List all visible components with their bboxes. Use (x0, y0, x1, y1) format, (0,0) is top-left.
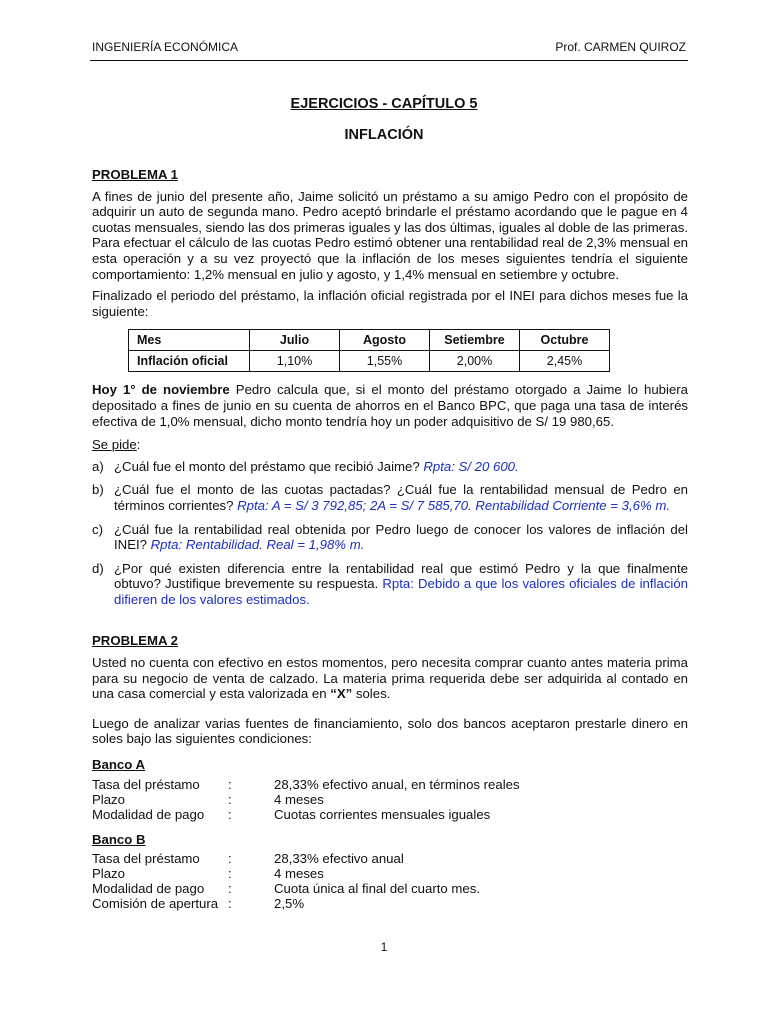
paragraph-text: soles. (352, 686, 391, 702)
question-c (92, 522, 688, 553)
condition-row (92, 807, 688, 822)
condition-row (92, 881, 688, 896)
header-rule (90, 60, 688, 61)
answer-text: Rpta: Rentabilidad. Real = 1,98% m. (150, 537, 365, 553)
problem-1-heading: PROBLEMA 1 (92, 167, 178, 182)
question-d (92, 561, 688, 608)
question-body: ¿Cuál fue el monto de las cuotas pactadas? ¿Cuál fue la rentabilidad mensual de Pedro en términos corrientes? (114, 482, 688, 513)
date-emphasis: Hoy 1° de noviembre (92, 382, 230, 398)
problem-1-paragraph-2: Finalizado el periodo del préstamo, la inflación oficial registrada por el INEI para dichos meses fue la siguiente: (92, 288, 688, 319)
condition-row (92, 777, 688, 792)
condition-label: Tasa del préstamo (92, 851, 200, 867)
header-course: INGENIERÍA ECONÓMICA (92, 40, 239, 54)
condition-value: 4 meses (274, 866, 324, 882)
question-letter: c) (92, 521, 103, 537)
question-text (114, 482, 688, 513)
table-row (129, 351, 610, 372)
condition-label: Tasa del préstamo (92, 776, 200, 792)
condition-colon: : (228, 851, 232, 867)
header-professor: Prof. CARMEN QUIROZ (555, 40, 686, 54)
table-header-cell: Setiembre (430, 330, 520, 351)
condition-label: Modalidad de pago (92, 881, 205, 897)
table-cell: 1,10% (250, 351, 340, 372)
condition-colon: : (228, 881, 232, 897)
se-pide-text: Se pide (92, 437, 137, 453)
condition-colon: : (228, 806, 232, 822)
condition-value: 4 meses (274, 791, 324, 807)
problem-1-paragraph-3 (92, 382, 688, 429)
problem-1-paragraph-1: A fines de junio del presente año, Jaime solicitó un préstamo a su amigo Pedro con el propósito de adquirir un auto de segunda mano. Pedro aceptó brindarle el préstamo acordando que le pague en 4 cuotas mensuales, siendo las dos primeras iguales y las dos últimas, iguales al doble de las primeras. Para efectuar el cálculo de las cuotas Pedro estimó obtener una rentabilidad real de 2,3% mensual en esta operación y a su vez proyectó que la inflación de los meses siguientes tendría el siguiente comportamiento: 1,2% mensual en julio y agosto, y 1,4% mensual en setiembre y octubre. (92, 188, 689, 282)
value-x: “X” (330, 686, 353, 702)
condition-row (92, 896, 688, 911)
condition-row (92, 792, 688, 807)
table-row-label: Inflación oficial (129, 351, 250, 372)
condition-label: Modalidad de pago (92, 806, 205, 822)
question-letter: d) (92, 560, 104, 576)
problem-2-heading: PROBLEMA 2 (92, 633, 178, 649)
condition-colon: : (228, 776, 232, 792)
page-subtitle: INFLACIÓN (344, 127, 424, 143)
question-text (114, 459, 688, 475)
question-b (92, 482, 688, 513)
table-cell: 2,00% (430, 351, 520, 372)
paragraph-text: Pedro calcula que, si el monto del préstamo otorgado a Jaime lo hubiera depositado a fines de junio en su cuenta de ahorros en el Banco BPC, que paga una tasa de interés efectiva de 1,0% mensual, dicho monto tendría hoy un poder adquisitivo de S/ 19 980,65. (92, 382, 688, 429)
page-number: 1 (380, 940, 388, 954)
table-cell: 2,45% (520, 351, 610, 372)
condition-value: 28,33% efectivo anual (274, 851, 404, 867)
question-body: ¿Cuál fue el monto del préstamo que recibió Jaime? (114, 458, 424, 474)
bank-a-heading: Banco A (92, 757, 146, 773)
condition-label: Plazo (92, 791, 125, 807)
bank-b-conditions (92, 851, 688, 911)
condition-colon: : (228, 896, 232, 912)
problem-2-paragraph-1 (92, 655, 688, 702)
paragraph-text: Usted no cuenta con efectivo en estos momentos, pero necesita comprar cuanto antes materia prima para su negocio de venta de calzado. La materia prima requerida debe ser adquirida al contado en una casa comercial y esta valorizada en (92, 655, 688, 702)
se-pide-colon: : (136, 437, 141, 453)
condition-value: Cuotas corrientes mensuales iguales (274, 806, 491, 822)
condition-value: 2,5% (274, 896, 305, 912)
table-header-row (129, 330, 610, 351)
answer-text: Rpta: A = S/ 3 792,85; 2A = S/ 7 585,70. Rentabilidad Corriente = 3,6% m. (237, 497, 671, 513)
problem-2-paragraph-2: Luego de analizar varias fuentes de financiamiento, solo dos bancos aceptaron prestarle dinero en soles bajo las siguientes condiciones: (92, 715, 688, 747)
inflation-table (128, 329, 610, 372)
question-text (114, 561, 688, 608)
condition-value: 28,33% efectivo anual, en términos reales (274, 776, 520, 792)
content (92, 167, 688, 911)
condition-value: Cuota única al final del cuarto mes. (274, 881, 480, 897)
condition-colon: : (228, 866, 232, 882)
question-body: ¿Por qué existen diferencia entre la rentabilidad real que estimó Pedro y la que finalmente obtuvo? Justifique brevemente su respuesta. (114, 560, 688, 592)
bank-b-heading: Banco B (92, 831, 146, 847)
condition-label: Comisión de apertura (92, 896, 219, 912)
condition-label: Plazo (92, 866, 125, 882)
table-cell: 1,55% (340, 351, 430, 372)
condition-colon: : (228, 791, 232, 807)
bank-a-conditions (92, 777, 688, 822)
question-letter: a) (92, 458, 104, 474)
question-text (114, 522, 688, 553)
condition-row (92, 851, 688, 866)
table-header-cell: Agosto (340, 330, 430, 351)
condition-row (92, 866, 688, 881)
table-header-cell: Mes (129, 330, 250, 351)
question-body: ¿Cuál fue la rentabilidad real obtenida por Pedro luego de conocer los valores de inflación del INEI? (114, 521, 688, 553)
se-pide-label (92, 437, 688, 453)
answer-text: Rpta: S/ 20 600. (423, 458, 519, 474)
table-header-cell: Julio (250, 330, 340, 351)
page-title: EJERCICIOS - CAPÍTULO 5 (290, 96, 478, 112)
question-a (92, 459, 688, 475)
table-header-cell: Octubre (520, 330, 610, 351)
question-letter: b) (92, 482, 104, 498)
answer-text: Rpta: Debido a que los valores oficiales de inflación difieren de los valores estimados. (114, 576, 689, 607)
